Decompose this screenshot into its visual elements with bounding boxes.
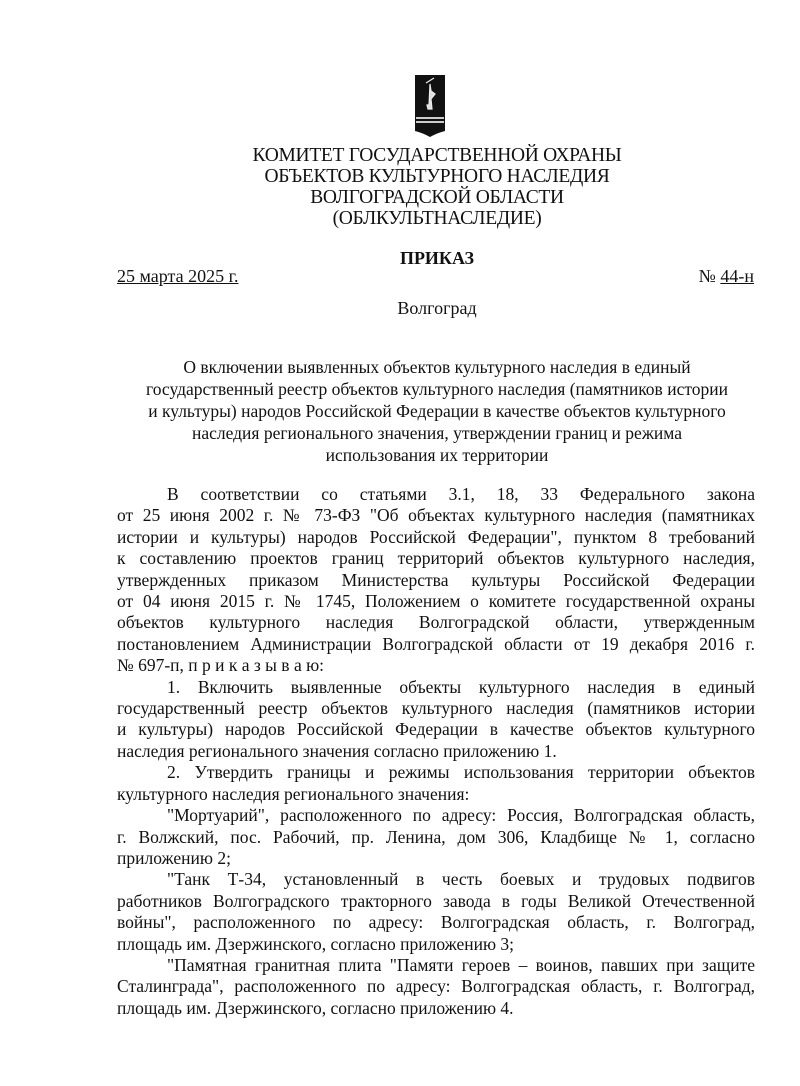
paragraph-line: постановлением Администрации Волгоградской области от 19 декабря 2016 г. <box>117 633 755 654</box>
org-line: ОБЪЕКТОВ КУЛЬТУРНОГО НАСЛЕДИЯ <box>264 166 610 187</box>
document-city: Волгоград <box>397 298 477 318</box>
paragraph-line: наследия регионального значения согласно приложению 1. <box>117 740 557 761</box>
organization-name <box>137 145 737 229</box>
org-line: ВОЛГОГРАДСКОЙ ОБЛАСТИ <box>310 187 564 208</box>
paragraph <box>117 869 755 955</box>
paragraph-line: приложению 2; <box>117 847 231 868</box>
paragraph-line: № 697-п, п р и к а з ы в а ю: <box>117 655 325 676</box>
paragraph-line: работников Волгоградского тракторного завода в годы Великой Отечественной <box>117 890 755 911</box>
org-line: (ОБЛКУЛЬТНАСЛЕДИЕ) <box>332 208 542 229</box>
paragraph <box>117 484 755 677</box>
document-date: 25 марта 2025 г. <box>117 266 239 286</box>
number-value: 44-н <box>720 266 754 286</box>
document-title <box>117 356 757 466</box>
number-prefix: № <box>698 266 716 286</box>
paragraph-line: площадь им. Дзержинского, согласно приложению 4. <box>117 997 514 1018</box>
paragraph-line: г. Волжский, пос. Рабочий, пр. Ленина, дом 306, Кладбище № 1, согласно <box>117 826 755 847</box>
paragraph-line: от 04 июня 2015 г. № 1745, Положением о комитете государственной охраны <box>117 591 755 612</box>
paragraph-line: утвержденных приказом Министерства культуры Российской Федерации <box>117 569 755 590</box>
paragraph-line: 1. Включить выявленные объекты культурного наследия в единый <box>167 676 755 697</box>
paragraph-line: войны", расположенного по адресу: Волгоградская область, г. Волгоград, <box>117 912 755 933</box>
paragraph-line: культурного наследия регионального значения: <box>117 783 470 804</box>
document-type: ПРИКАЗ <box>399 248 475 268</box>
paragraph-line: площадь им. Дзержинского, согласно приложению 3; <box>117 933 515 954</box>
title-line: использования их территории <box>325 445 549 465</box>
title-line: наследия регионального значения, утверждении границ и режима <box>191 423 682 443</box>
paragraph-line: государственный реестр объектов культурного наследия (памятников истории <box>117 698 755 719</box>
paragraph-line: объектов культурного наследия Волгоградской области, утвержденным <box>117 612 755 633</box>
title-line: и культуры) народов Российской Федерации в качестве объектов культурного <box>148 401 726 421</box>
paragraph <box>117 955 755 1019</box>
paragraph-line: "Танк Т-34, установленный в честь боевых и трудовых подвигов <box>167 869 755 890</box>
paragraph-line: "Памятная гранитная плита "Памяти героев – воинов, павших при защите <box>167 954 755 975</box>
paragraph-line: к составлению проектов границ территорий объектов культурного наследия, <box>117 548 755 569</box>
paragraph-line: "Мортуарий", расположенного по адресу: Россия, Волгоградская область, <box>167 805 755 826</box>
document-body <box>117 484 755 1019</box>
paragraph-line: Сталинграда", расположенного по адресу: Волгоградская область, г. Волгоград, <box>117 976 755 997</box>
document-number <box>699 266 754 287</box>
paragraph <box>117 805 755 869</box>
paragraph-line: В соответствии со статьями 3.1, 18, 33 Федерального закона <box>167 484 755 504</box>
paragraph-line: истории и культуры) народов Российской Федерации", пунктом 8 требований <box>117 526 755 547</box>
title-line: государственный реестр объектов культурного наследия (памятников истории <box>146 379 728 399</box>
paragraph-line: 2. Утвердить границы и режимы использования территории объектов <box>167 762 755 783</box>
paragraph-line: от 25 июня 2002 г. № 73-ФЗ "Об объектах культурного наследия (памятниках <box>117 505 755 526</box>
paragraph-line: и культуры) народов Российской Федерации в качестве объектов культурного <box>117 719 755 740</box>
title-line: О включении выявленных объектов культурного наследия в единый <box>183 357 691 377</box>
coat-of-arms-emblem <box>415 75 445 137</box>
paragraph <box>117 762 755 805</box>
paragraph <box>117 677 755 763</box>
org-line: КОМИТЕТ ГОСУДАРСТВЕННОЙ ОХРАНЫ <box>252 145 622 166</box>
